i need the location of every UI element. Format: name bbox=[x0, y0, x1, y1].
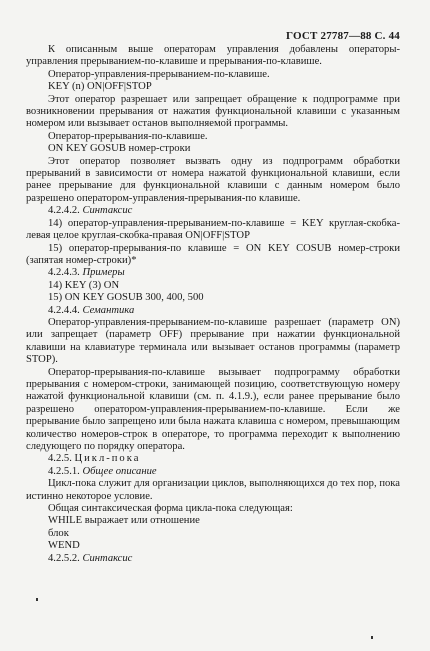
paragraph: Общая синтаксическая форма цикла-пока следующая: bbox=[48, 503, 293, 515]
paragraph: Оператор-управления-прерыванием-по-клавише. bbox=[48, 68, 270, 80]
paragraph: Оператор-прерывания-по-клавише вызывает подпрограмму обработки прерывания с номером-строки, занимающей позицию, соответствующую номеру нажатой функциональной клавиши (см. п. 4.1.9.), если ранее прерывание было разрешено оператором-управления-прерыванием-по-клавише. Если же прерывание было запрещено или была нажата клавиша с номером, превышающим количество номеров-строк в операторе, то программа переходит к выполнению следующего по порядку оператора. bbox=[26, 366, 400, 452]
document-body bbox=[26, 44, 400, 565]
code-line: WHILE выражает или отношение bbox=[48, 515, 200, 527]
code-line: KEY (n) ON|OFF|STOP bbox=[48, 81, 152, 93]
section-title: Синтаксис bbox=[82, 552, 133, 564]
section-heading bbox=[26, 305, 400, 317]
scan-speck bbox=[371, 636, 373, 639]
syntax-rule: 14) оператор-управления-прерыванием-по-клавише = KEY круглая-скобка-левая целое круглая-скобка-правая ON|OFF|STOP bbox=[26, 217, 400, 242]
section-heading bbox=[26, 453, 400, 465]
paragraph: Этот оператор разрешает или запрещает обращение к подпрограмме при возникновении прерывания от нажатия функциональной клавиши с указанным номером или вызывает останов выполняемой программы. bbox=[26, 93, 400, 130]
section-title: Общее описание bbox=[82, 465, 157, 477]
code-line: ON KEY GOSUB номер-строки bbox=[48, 143, 191, 155]
section-title: Семантика bbox=[82, 304, 135, 316]
section-heading bbox=[26, 553, 400, 565]
section-title: Синтаксис bbox=[82, 205, 133, 217]
paragraph: К описанным выше операторам управления добавлены операторы-управления прерыванием-по-клавише и прерывания-по-клавише. bbox=[26, 44, 400, 68]
section-number: 4.2.4.2. bbox=[48, 205, 83, 217]
code-line: WEND bbox=[48, 540, 80, 552]
scan-speck bbox=[36, 598, 38, 601]
section-number: 4.2.4.4. bbox=[48, 304, 83, 316]
syntax-rule: 15) оператор-прерывания-по клавише = ON KEY COSUB номер-строки (запятая номер-строки)* bbox=[26, 242, 400, 266]
example-line: 14) KEY (3) ON bbox=[48, 279, 120, 291]
section-title: Примеры bbox=[82, 267, 125, 279]
section-title: Цикл-пока bbox=[74, 453, 141, 465]
paragraph: Цикл-пока служит для организации циклов, выполняющихся до тех пор, пока истинно некоторое условие. bbox=[26, 478, 400, 502]
section-heading bbox=[26, 205, 400, 217]
page-header: ГОСТ 27787—88 С. 44 bbox=[286, 30, 400, 42]
section-number: 4.2.4.3. bbox=[48, 267, 83, 279]
paragraph: Оператор-управления-прерыванием-по-клавише разрешает (параметр ON) или запрещает (параметр OFF) прерывание при нажатии функциональной клавиши на клавиатуре терминала или вызывает останов программы (параметр STOP). bbox=[26, 316, 400, 366]
paragraph: Оператор-прерывания-по-клавише. bbox=[48, 130, 208, 142]
section-heading bbox=[26, 466, 400, 478]
section-number: 4.2.5.1. bbox=[48, 465, 83, 477]
example-line: 15) ON KEY GOSUB 300, 400, 500 bbox=[48, 292, 204, 304]
section-number: 4.2.5. bbox=[48, 453, 75, 465]
section-number: 4.2.5.2. bbox=[48, 552, 83, 564]
section-heading bbox=[26, 267, 400, 279]
code-line: блок bbox=[48, 527, 69, 539]
paragraph: Этот оператор позволяет вызвать одну из подпрограмм обработки прерываний в зависимости от номера нажатой функциональной клавиши, если ранее прерывание для функциональной клавиши с данным номером было разрешено оператором-управления-прерывания-по клавише. bbox=[26, 155, 400, 204]
